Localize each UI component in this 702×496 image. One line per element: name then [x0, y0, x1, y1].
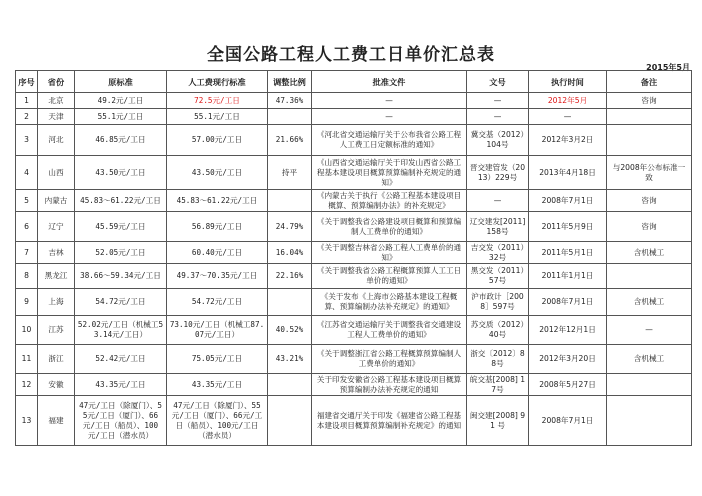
cell-remarks: 咨询: [607, 93, 692, 109]
cell-current-standard: 73.10元/工日（机械工87.07元/工日）: [167, 316, 268, 345]
table-row: [16, 125, 692, 156]
cell-remarks: [607, 264, 692, 289]
cell-original-standard: 47元/工日（除厦门）、55元/工日（厦门）、66元/工日（船员）、100元/工日（潜水员）: [75, 396, 167, 446]
cell-current-standard: 75.05元/工日: [167, 345, 268, 374]
table-row: [16, 289, 692, 316]
cell-approval-doc: —: [312, 93, 467, 109]
cell-adjust-ratio: 22.16%: [268, 264, 312, 289]
cell-doc-number: —: [467, 93, 529, 109]
cell-original-standard: 52.05元/工日: [75, 242, 167, 264]
cell-effective-date: 2008年5月27日: [529, 374, 607, 396]
cell-approval-doc: —: [312, 109, 467, 125]
header-current-standard: 人工费现行标准: [167, 71, 268, 93]
cell-province: 浙江: [38, 345, 75, 374]
cell-approval-doc: 《关于调整我省公路工程概算预算人工工日单价的通知》: [312, 264, 467, 289]
cell-effective-date: 2011年5月9日: [529, 212, 607, 242]
cell-current-standard: 72.5元/工日: [167, 93, 268, 109]
cell-no: 9: [16, 289, 38, 316]
header-row: [16, 71, 692, 93]
header-remarks: 备注: [607, 71, 692, 93]
cell-adjust-ratio: [268, 109, 312, 125]
cell-remarks: 咨询: [607, 190, 692, 212]
cell-current-standard: 60.40元/工日: [167, 242, 268, 264]
table-row: [16, 93, 692, 109]
table-row: [16, 212, 692, 242]
cell-effective-date: 2008年7月1日: [529, 190, 607, 212]
cell-approval-doc: 《关于发布《上海市公路基本建设工程概算、预算编制办法补充规定》的通知》: [312, 289, 467, 316]
table-row: [16, 316, 692, 345]
cell-effective-date: 2011年5月1日: [529, 242, 607, 264]
cell-current-standard: 54.72元/工日: [167, 289, 268, 316]
cell-approval-doc: 《内蒙古关于执行《公路工程基本建设项目概算、预算编制办法》的补充规定》: [312, 190, 467, 212]
header-adjust-ratio: 调整比例: [268, 71, 312, 93]
cell-no: 12: [16, 374, 38, 396]
cell-approval-doc: 《关于调整浙江省公路工程概算预算编制人工费单价的通知》: [312, 345, 467, 374]
table-row: [16, 345, 692, 374]
cell-original-standard: 46.85元/工日: [75, 125, 167, 156]
cell-no: 13: [16, 396, 38, 446]
cell-doc-number: 浙交〔2012〕88号: [467, 345, 529, 374]
cell-approval-doc: 《山西省交通运输厅关于印发山西省公路工程基本建设项目概算预算编制补充规定的通知》: [312, 156, 467, 190]
cell-effective-date: —: [529, 109, 607, 125]
cell-effective-date: 2008年7月1日: [529, 396, 607, 446]
cell-adjust-ratio: [268, 289, 312, 316]
header-doc-number: 文号: [467, 71, 529, 93]
cell-province: 山西: [38, 156, 75, 190]
cell-doc-number: 吉交发（2011）32号: [467, 242, 529, 264]
cell-original-standard: 55.1元/工日: [75, 109, 167, 125]
cell-remarks: 含机械工: [607, 289, 692, 316]
cell-remarks: 含机械工: [607, 345, 692, 374]
cell-approval-doc: 《关于调整我省公路建设项目概算和预算编制人工费单价的通知》: [312, 212, 467, 242]
cell-doc-number: 晋交建管发（2013）229号: [467, 156, 529, 190]
cell-approval-doc: 福建省交通厅关于印发《福建省公路工程基本建设项目概算预算编制补充规定》的通知: [312, 396, 467, 446]
page-title: 全国公路工程人工费工日单价汇总表: [207, 45, 495, 65]
cell-remarks: —: [607, 316, 692, 345]
cell-province: 福建: [38, 396, 75, 446]
cell-province: 江苏: [38, 316, 75, 345]
cell-adjust-ratio: [268, 374, 312, 396]
cell-doc-number: —: [467, 109, 529, 125]
cell-province: 辽宁: [38, 212, 75, 242]
header-effective-date: 执行时间: [529, 71, 607, 93]
cell-no: 6: [16, 212, 38, 242]
cell-no: 8: [16, 264, 38, 289]
cell-no: 10: [16, 316, 38, 345]
cell-original-standard: 49.2元/工日: [75, 93, 167, 109]
cell-adjust-ratio: [268, 190, 312, 212]
table-row: [16, 109, 692, 125]
cell-remarks: 与2008年公布标准一致: [607, 156, 692, 190]
cell-original-standard: 52.42元/工日: [75, 345, 167, 374]
table-row: [16, 156, 692, 190]
cell-effective-date: 2012年5月: [529, 93, 607, 109]
cell-original-standard: 43.35元/工日: [75, 374, 167, 396]
cell-adjust-ratio: 21.66%: [268, 125, 312, 156]
cell-adjust-ratio: 47.36%: [268, 93, 312, 109]
cell-doc-number: 沪市政计［2008］597号: [467, 289, 529, 316]
header-province: 省份: [38, 71, 75, 93]
cell-original-standard: 45.83～61.22元/工日: [75, 190, 167, 212]
cell-doc-number: 苏交质（2012）40号: [467, 316, 529, 345]
wage-summary-table: [15, 70, 692, 446]
cell-remarks: [607, 374, 692, 396]
cell-no: 4: [16, 156, 38, 190]
cell-province: 吉林: [38, 242, 75, 264]
cell-current-standard: 45.83～61.22元/工日: [167, 190, 268, 212]
cell-approval-doc: 《关于调整吉林省公路工程人工费单价的通知》: [312, 242, 467, 264]
report-date: 2015年5月: [646, 63, 690, 72]
header-approval-doc: 批准文件: [312, 71, 467, 93]
cell-no: 2: [16, 109, 38, 125]
cell-original-standard: 38.66～59.34元/工日: [75, 264, 167, 289]
cell-doc-number: 辽交建发[2011]158号: [467, 212, 529, 242]
cell-original-standard: 54.72元/工日: [75, 289, 167, 316]
cell-province: 北京: [38, 93, 75, 109]
cell-doc-number: 黑交发（2011）57号: [467, 264, 529, 289]
cell-adjust-ratio: [268, 396, 312, 446]
cell-effective-date: 2012年12月1日: [529, 316, 607, 345]
cell-province: 内蒙古: [38, 190, 75, 212]
cell-adjust-ratio: 24.79%: [268, 212, 312, 242]
cell-original-standard: 52.02元/工日（机械工53.14元/工日）: [75, 316, 167, 345]
header-no: 序号: [16, 71, 38, 93]
table-row: [16, 396, 692, 446]
cell-current-standard: 55.1元/工日: [167, 109, 268, 125]
cell-doc-number: 皖交基[2008] 17号: [467, 374, 529, 396]
cell-remarks: [607, 396, 692, 446]
cell-remarks: 咨询: [607, 212, 692, 242]
cell-effective-date: 2012年3月2日: [529, 125, 607, 156]
cell-original-standard: 45.59元/工日: [75, 212, 167, 242]
cell-current-standard: 49.37～70.35元/工日: [167, 264, 268, 289]
cell-adjust-ratio: 43.21%: [268, 345, 312, 374]
cell-province: 安徽: [38, 374, 75, 396]
cell-effective-date: 2008年7月1日: [529, 289, 607, 316]
cell-remarks: [607, 109, 692, 125]
cell-current-standard: 43.50元/工日: [167, 156, 268, 190]
cell-doc-number: —: [467, 190, 529, 212]
cell-no: 7: [16, 242, 38, 264]
cell-approval-doc: 关于印发安徽省公路工程基本建设项目概算预算编制办法补充规定的通知: [312, 374, 467, 396]
cell-effective-date: 2012年3月20日: [529, 345, 607, 374]
table-row: [16, 374, 692, 396]
cell-province: 天津: [38, 109, 75, 125]
table-row: [16, 242, 692, 264]
table-row: [16, 264, 692, 289]
cell-remarks: 含机械工: [607, 242, 692, 264]
table-row: [16, 190, 692, 212]
cell-province: 上海: [38, 289, 75, 316]
cell-approval-doc: 《江苏省交通运输厅关于调整我省交通建设工程人工费单价的通知》: [312, 316, 467, 345]
cell-current-standard: 56.89元/工日: [167, 212, 268, 242]
cell-current-standard: 57.00元/工日: [167, 125, 268, 156]
cell-effective-date: 2013年4月18日: [529, 156, 607, 190]
cell-province: 河北: [38, 125, 75, 156]
cell-adjust-ratio: 16.04%: [268, 242, 312, 264]
cell-effective-date: 2011年1月1日: [529, 264, 607, 289]
cell-province: 黑龙江: [38, 264, 75, 289]
cell-remarks: [607, 125, 692, 156]
cell-doc-number: 冀交基（2012）104号: [467, 125, 529, 156]
cell-no: 5: [16, 190, 38, 212]
cell-current-standard: 47元/工日（除厦门）、55元/工日（厦门）、66元/工日（船员）、100元/工日（潜水员）: [167, 396, 268, 446]
cell-adjust-ratio: 40.52%: [268, 316, 312, 345]
header-original-standard: 原标准: [75, 71, 167, 93]
cell-no: 1: [16, 93, 38, 109]
cell-original-standard: 43.50元/工日: [75, 156, 167, 190]
cell-approval-doc: 《河北省交通运输厅关于公布我省公路工程人工费工日定额标准的通知》: [312, 125, 467, 156]
cell-adjust-ratio: 持平: [268, 156, 312, 190]
cell-no: 3: [16, 125, 38, 156]
cell-doc-number: 闽交建[2008] 91 号: [467, 396, 529, 446]
cell-current-standard: 43.35元/工日: [167, 374, 268, 396]
cell-no: 11: [16, 345, 38, 374]
